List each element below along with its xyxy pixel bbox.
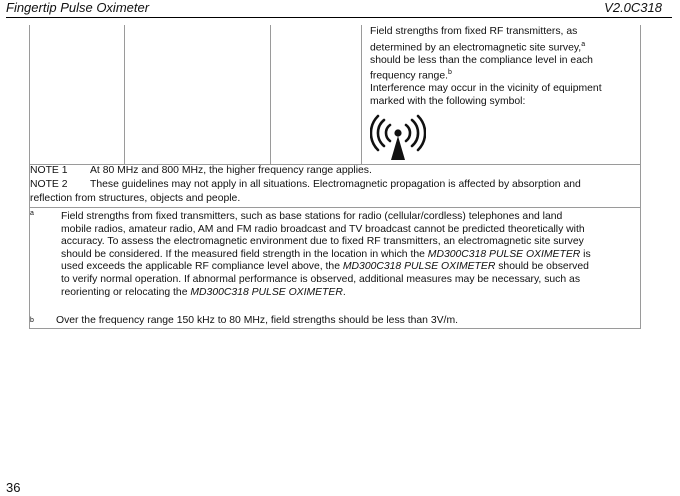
header-title: Fingertip Pulse Oximeter [6, 0, 150, 15]
note-text: At 80 MHz and 800 MHz, the higher frequency range applies. [90, 165, 372, 176]
rf-line: Interference may occur in the vicinity of equipment [370, 83, 602, 95]
footnote-mark: a [30, 210, 34, 217]
device-name: MD300C318 PULSE OXIMETER [342, 261, 496, 273]
footnote-line: Field strengths from fixed transmitters, such as base stations for radio (cellular/cordless) telephones and land [61, 211, 563, 222]
table-notes [30, 165, 640, 208]
footnote-line: mobile radios, amateur radio, AM and FM radio broadcast and TV broadcast cannot be predicted theoretically with [61, 223, 585, 235]
footnote-ref-a: a [581, 40, 586, 48]
rf-line: determined by an electromagnetic site survey,$^a$ [370, 40, 586, 54]
column-divider [270, 25, 271, 164]
rf-line: frequency range.$^b$ [370, 69, 452, 82]
footnote-line: accuracy. To assess the electromagnetic environment due to fixed RF transmitters, an electromagnetic site survey [61, 236, 584, 248]
column-divider [124, 25, 125, 164]
note-2-continued: reflection from structures, objects and people. [30, 193, 241, 204]
page-number: 36 [6, 480, 21, 495]
rf-nonionizing-radiation-icon [370, 114, 426, 162]
footnote-line: reorienting or relocating the MD300C318 PULSE OXIMETER. [61, 286, 346, 298]
footnote-mark: b [30, 317, 34, 324]
note-label: NOTE 2 [30, 179, 68, 190]
device-name: MD300C318 PULSE OXIMETER [190, 286, 343, 298]
rf-line: Field strengths from fixed RF transmitters, as [370, 26, 578, 37]
rf-compliance-cell [370, 26, 638, 109]
footnote-line: should be considered. If the measured field strength in the location in which the MD300C318 PULSE OXIMETER is [61, 248, 591, 260]
footnote-ref-b: b [447, 69, 452, 77]
header-version: V2.0C318 [604, 0, 662, 15]
device-name: MD300C318 PULSE OXIMETER [427, 248, 581, 260]
note-1 [30, 165, 636, 178]
footnote-line: used exceeds the applicable RF compliance level above, the MD300C318 PULSE OXIMETER should be observed [61, 261, 589, 273]
table-row-rf [30, 25, 640, 165]
rf-line: should be less than the compliance level in each [370, 54, 593, 66]
page-header [6, 0, 672, 18]
footnote-b [30, 314, 636, 328]
footnote-b-text: Over the frequency range 150 kHz to 80 MHz, field strengths should be less than 3V/m. [56, 315, 458, 326]
column-divider [361, 25, 362, 164]
footnote-a-text [61, 211, 636, 299]
footnote-line: to verify normal operation. If abnormal performance is observed, additional measures may be necessary, such as [61, 273, 581, 285]
footnote-a [30, 209, 636, 313]
emc-guidance-table [29, 25, 641, 329]
note-2 [30, 179, 636, 192]
note-text: These guidelines may not apply in all situations. Electromagnetic propagation is affected by absorption and [90, 179, 581, 190]
note-label: NOTE 1 [30, 165, 68, 176]
rf-line: marked with the following symbol: [370, 95, 526, 107]
